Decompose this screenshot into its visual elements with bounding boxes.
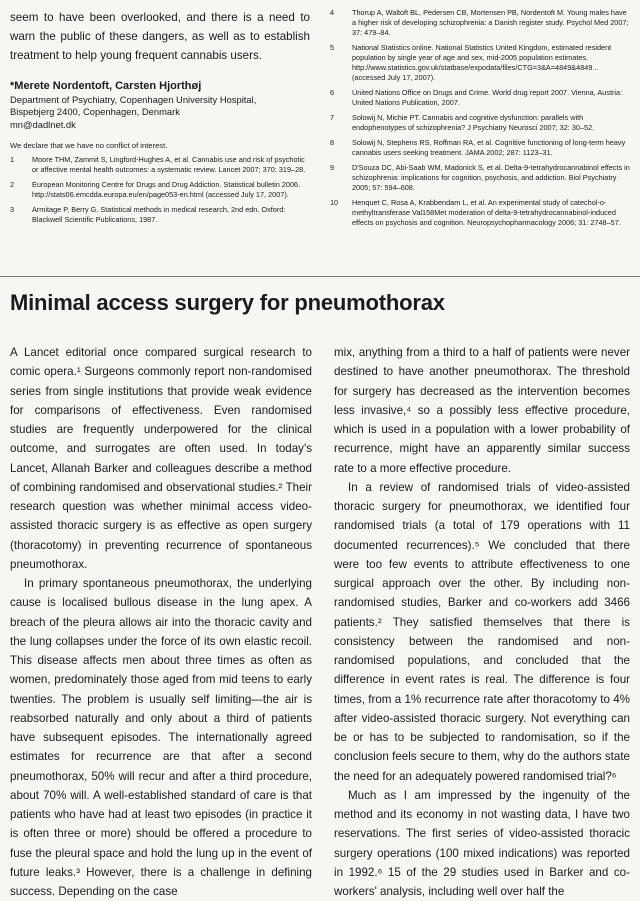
reference-item xyxy=(330,43,630,83)
affiliation-line-2: Bispebjerg 2400, Copenhagen, Denmark xyxy=(10,106,180,118)
author-names: *Merete Nordentoft, Carsten Hjorthøj xyxy=(10,79,202,92)
article-paragraph: A Lancet editorial once compared surgical research to comic opera.¹ Surgeons commonly report non-randomised series from single institutions that provide weak evidence for comparisons of effectiveness. Even randomised studies are frequently underpowered for the clinical outcome, and surrogates are often used. In today's Lancet, Allanah Barker and colleagues describe a method of combining randomised and observational studies.² Their research question was whether minimal access video-assisted thoracic surgery is as effective as open surgery (thoracotomy) in preventing recurrence of spontaneous pneumothorax. xyxy=(10,346,312,571)
reference-number: 2 xyxy=(10,180,15,190)
reference-number: 7 xyxy=(330,113,335,122)
article-paragraph: mix, anything from a third to a half of patients were never destined to have another pneumothorax. The threshold for surgery has decreased as the intervention becomes less invasive,⁴ so a possibly less effective procedure, which is used in a population with a lower probability of recurrence, might have an apparently similar success rate to a more effective procedure. xyxy=(334,346,630,475)
conflict-declaration: We declare that we have no conflict of interest. xyxy=(10,141,168,151)
reference-number: 6 xyxy=(330,88,335,97)
previous-article-continuation: seem to have been overlooked, and there is a need to warn the public of these dangers, as well as to establish treatment to help young frequent cannabis users. xyxy=(10,11,310,63)
article-left-column xyxy=(10,343,312,901)
reference-text: National Statistics online. National Statistics United Kingdom, estimated resident population by single year of age and sex, mid-2005 population estimates. http://www.statistics.gov.uk/statbase/expodata/files/CTG=3&A=4849&4849... (accessed July 17, 2007). xyxy=(352,43,612,82)
reference-item xyxy=(330,8,630,38)
reference-item xyxy=(10,180,310,200)
reference-text: United Nations Office on Drugs and Crime. World drug report 2007. Vienna, Austria: United Nations Publication, 2007. xyxy=(352,88,623,107)
reference-text: D'Souza DC, Abi-Saab WM, Madonick S, et al. Delta-9-tetrahydrocannabinol effects in schizophrenia: implications for cognition, psychosis, and addiction. Biol Psychiatry 2005; 57: 594–608. xyxy=(352,163,630,192)
reference-item xyxy=(330,113,630,133)
reference-item xyxy=(10,205,310,225)
reference-item xyxy=(330,138,630,158)
article-paragraph: In primary spontaneous pneumothorax, the underlying cause is localised bullous disease in the lung apex. A breach of the pleura allows air into the thoracic cavity and the lung collapses under the force of its own elastic recoil. This disease affects men about three times as often as women, predominately those aged from mid teens to early twenties. The problem is usually self limiting—the air is reabsorbed naturally and only about a third of patients have subsequent episodes. The internationally agreed estimates for recurrence are that after a second pneumothorax, 50% will recur and after a third procedure, about 70% will. A well-established standard of care is that patients who have had at least two episodes (in practice it is often three or more) should be offered a procedure to fuse the pleural space and hold the lung up in the event of future leaks.³ However, there is a challenge in defining success. Depending on the case xyxy=(10,577,312,898)
reference-item xyxy=(330,163,630,193)
article-paragraph: Much as I am impressed by the ingenuity of the method and its economy in not wasting data, I have two reservations. The first series of video-assisted thoracic surgery operations (100 mixed indications) was reported in 1992.⁶ 15 of the 29 studies used in Barker and co-workers' analysis, including well over half the xyxy=(334,788,630,898)
reference-number: 9 xyxy=(330,163,335,172)
reference-number: 3 xyxy=(10,205,15,215)
reference-text: Moore THM, Zammit S, Lingford-Hughes A, et al. Cannabis use and risk of psychotic or affective mental health outcomes: a systematic review. Lancet 2007; 370: 319–28. xyxy=(32,155,306,175)
reference-item xyxy=(330,198,630,228)
article-paragraph: In a review of randomised trials of video-assisted thoracic surgery for pneumothorax, we identified four randomised trials (a total of 179 operations with 11 documented recurrences).⁵ We concluded that there were too few events to attribute effectiveness to one surgical approach over the other. By including non-randomised studies, Barker and co-workers add 3466 patients.² They satisfied themselves that there is consistency between the randomised and non-randomised populations, and concluded that the difference in event rates is real. The difference is four times, from a 1% recurrence rate after thoracotomy to 4% after video-assisted thoracic surgery. Not everything can be or has to be subjected to randomisation, so if the conclusion feels secure to them, why do the authors state the need for an adequately powered randomised trial?⁶ xyxy=(334,480,630,783)
reference-text: Solowij N, Stephens RS, Roffman RA, et al. Cognitive functioning of long-term heavy cannabis users seeking treatment. JAMA 2002; 287: 1123–31. xyxy=(352,138,626,157)
reference-text: Thorup A, Waltoft BL, Pedersen CB, Mortensen PB, Nordentoft M. Young males have a higher risk of developing schizophrenia: a Danish register study. Psychol Med 2007; 37: 479–84. xyxy=(352,8,629,37)
reference-text: Henquet C, Rosa A, Krabbendam L, et al. An experimental study of catechol-o-methyltransferase Val158Met moderation of delta-9-tetrahydrocannabinol-induced effects on psychosis and cognition. Neuropsychopharmacology 2006; 31: 2748–57. xyxy=(352,198,621,227)
reference-number: 1 xyxy=(10,155,15,165)
reference-number: 10 xyxy=(330,198,339,207)
reference-number: 5 xyxy=(330,43,335,52)
reference-text: Solowij N, Michie PT. Cannabis and cognitive dysfunction: parallels with endophenotypes of schizophrenia? J Psychiatry Neurosci 2007; 32: 30–52. xyxy=(352,113,595,132)
reference-text: European Monitoring Centre for Drugs and Drug Addiction. Statistical bulletin 2006. http://stats06.emcdda.europa.eu/en/page053-en.html (accessed July 17, 2007). xyxy=(32,180,301,200)
author-email[interactable]: mn@dadlnet.dk xyxy=(10,118,76,130)
affiliation-line-1: Department of Psychiatry, Copenhagen University Hospital, xyxy=(10,93,257,105)
reference-text: Armitage P, Berry G. Statistical methods in medical research, 2nd edn. Oxford: Blackwell Scientific Publications, 1987. xyxy=(32,205,286,225)
section-divider xyxy=(0,276,640,277)
reference-item xyxy=(330,88,630,108)
reference-number: 4 xyxy=(330,8,335,17)
article-right-column xyxy=(334,343,630,901)
top-left-column xyxy=(10,8,310,230)
reference-item xyxy=(10,155,310,175)
article-title: Minimal access surgery for pneumothorax xyxy=(10,290,445,315)
top-right-column xyxy=(330,8,630,233)
reference-number: 8 xyxy=(330,138,335,147)
